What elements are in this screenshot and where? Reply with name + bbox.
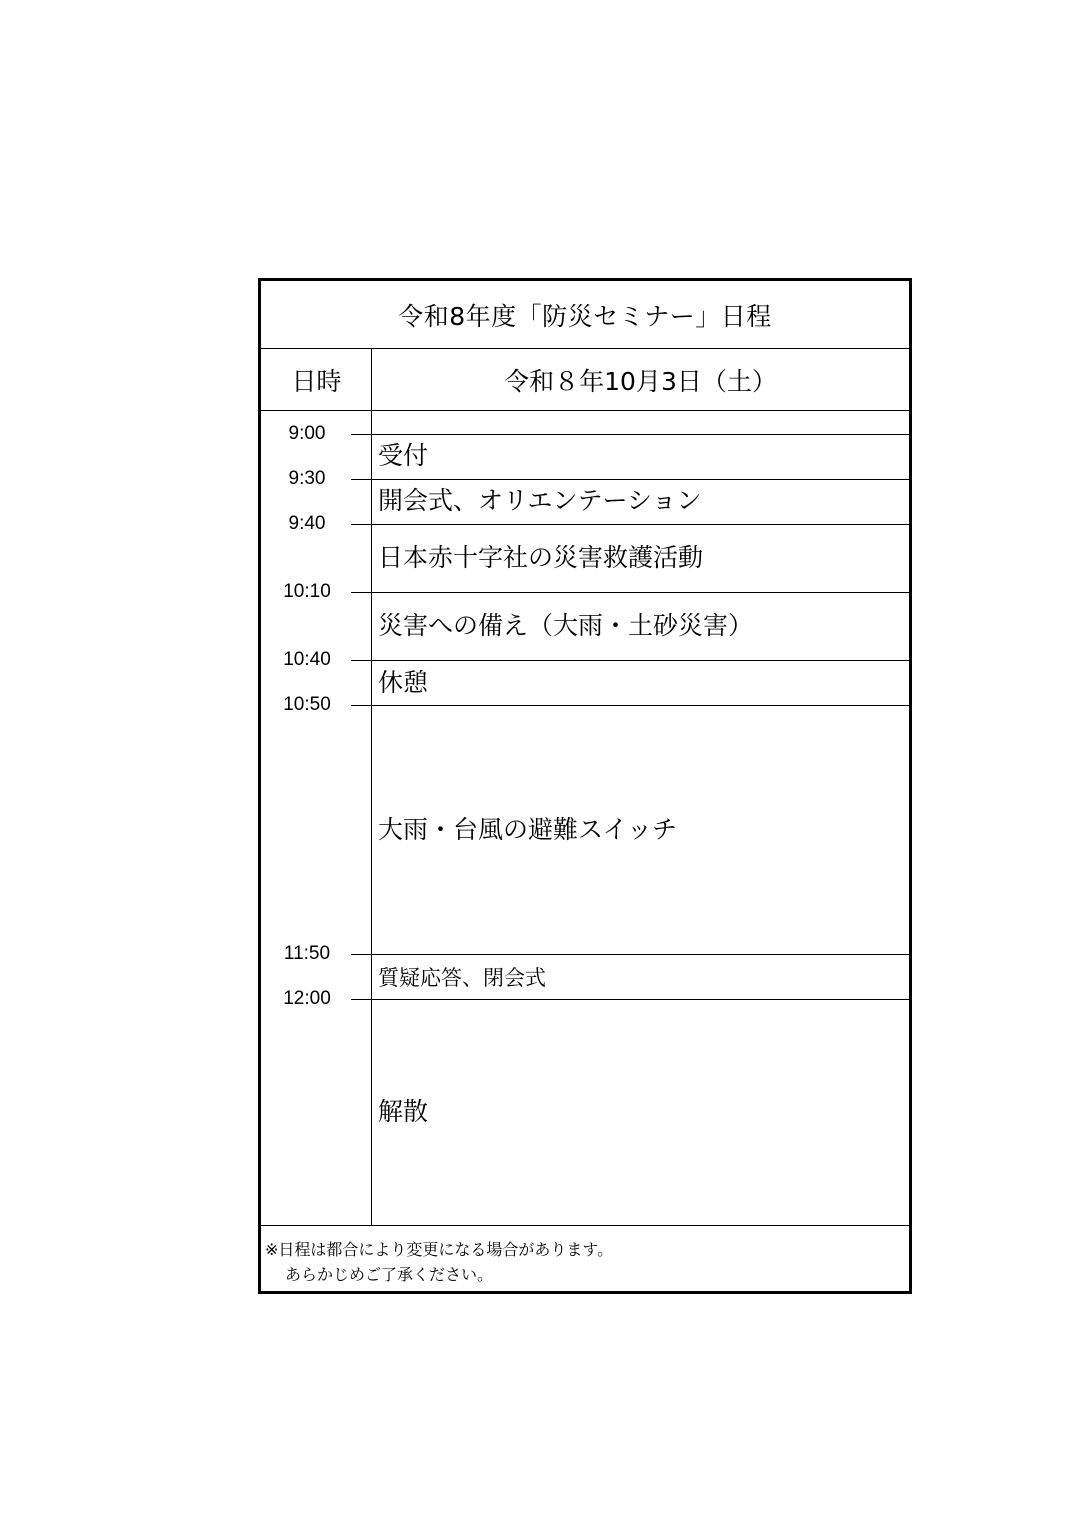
time-label: 9:30 xyxy=(288,468,326,489)
time-label: 12:00 xyxy=(283,988,331,1009)
time-label: 10:40 xyxy=(283,649,331,670)
event-item: 日本赤十字社の災害救護活動 xyxy=(378,543,704,572)
event-item: 解散 xyxy=(378,1097,429,1126)
time-line xyxy=(351,524,909,525)
schedule-note xyxy=(265,1237,613,1287)
schedule-title: 令和8年度「防災セミナー」日程 xyxy=(398,302,772,331)
time-label: 11:50 xyxy=(283,943,331,964)
event-item: 休憩 xyxy=(378,668,429,697)
event-item: 災害への備え（大雨・土砂災害） xyxy=(378,611,754,640)
event-item: 開会式、オリエンテーション xyxy=(378,486,702,515)
event-item: 大雨・台風の避難スイッチ xyxy=(378,815,678,844)
column-header-datetime: 日時 xyxy=(291,367,342,396)
time-line xyxy=(351,434,909,435)
schedule-table xyxy=(258,278,912,1294)
divider xyxy=(261,1225,909,1226)
note-line: あらかじめご了承ください。 xyxy=(285,1265,494,1284)
time-line xyxy=(351,999,909,1000)
note-line: ※日程は都合により変更になる場合があります。 xyxy=(265,1240,614,1259)
time-line xyxy=(351,479,909,480)
time-label: 9:40 xyxy=(288,513,326,534)
event-item: 質疑応答、閉会式 xyxy=(378,966,546,990)
time-label: 10:50 xyxy=(283,694,331,715)
time-line xyxy=(351,954,909,955)
time-line xyxy=(351,660,909,661)
time-line xyxy=(351,592,909,593)
time-label: 9:00 xyxy=(288,423,326,444)
divider xyxy=(261,410,909,411)
column-divider xyxy=(371,349,372,1225)
time-label: 10:10 xyxy=(283,581,331,602)
event-item: 受付 xyxy=(378,441,429,470)
column-header-date: 令和８年10月3日（土） xyxy=(504,367,777,396)
time-line xyxy=(351,705,909,706)
